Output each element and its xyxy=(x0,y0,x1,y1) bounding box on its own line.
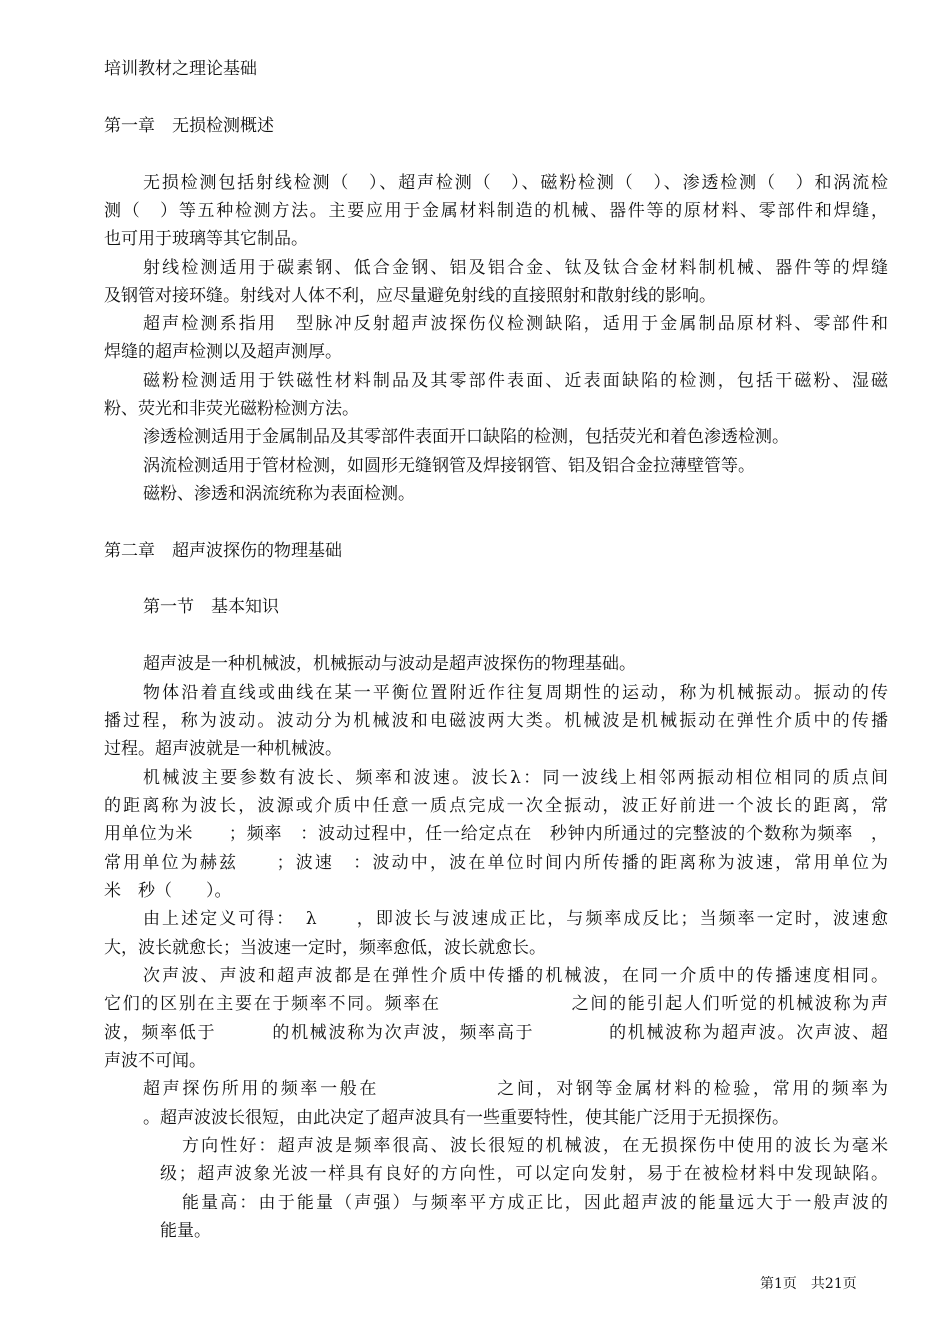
paragraph-line: 磁粉检测适用于铁磁性材料制品及其零部件表面、近表面缺陷的检测，包括干磁粉、湿磁 xyxy=(143,371,888,391)
paragraph-line: 物体沿着直线或曲线在某一平衡位置附近作往复周期性的运动，称为机械振动。振动的传 xyxy=(143,683,888,703)
paragraph-line: 能量。 xyxy=(160,1221,211,1241)
paragraph-line: 渗透检测适用于金属制品及其零部件表面开口缺陷的检测，包括荧光和着色渗透检测。 xyxy=(143,427,789,447)
paragraph-line: 次声波、声波和超声波都是在弹性介质中传播的机械波，在同一介质中的传播速度相同。 xyxy=(143,966,888,986)
paragraph-line: 它们的区别在主要在于频率不同。频率在 之间的能引起人们听觉的机械波称为声 xyxy=(104,994,888,1014)
paragraph-line: 。超声波波长很短，由此决定了超声波具有一些重要特性，使其能广泛用于无损探伤。 xyxy=(143,1108,789,1128)
paragraph-line: 米 秒（ ）。 xyxy=(104,881,232,901)
paragraph-line: 常用单位为赫兹 ；波速 ：波动中，波在单位时间内所传播的距离称为波速，常用单位为 xyxy=(104,853,888,873)
paragraph-line: 的距离称为波长，波源或介质中任意一质点完成一次全振动，波正好前进一个波长的距离，常 xyxy=(104,796,888,816)
paragraph-line: 大，波长就愈长；当波速一定时，频率愈低，波长就愈长。 xyxy=(104,938,546,958)
paragraph-line: 无损检测包括射线检测（ ）、超声检测（ ）、磁粉检测（ ）、渗透检测（ ）和涡流检 xyxy=(143,173,888,193)
chapter-2-title: 第二章 超声波探伤的物理基础 xyxy=(104,541,342,561)
paragraph-line: 测（ ）等五种检测方法。主要应用于金属材料制造的机械、器件等的原材料、零部件和焊缝， xyxy=(104,201,888,221)
paragraph-line: 波，频率低于 的机械波称为次声波，频率高于 的机械波称为超声波。次声波、超 xyxy=(104,1023,888,1043)
paragraph-line: 方向性好：超声波是频率很高、波长很短的机械波，在无损探伤中使用的波长为毫米 xyxy=(182,1136,888,1156)
paragraph-line: 过程。超声波就是一种机械波。 xyxy=(104,739,342,759)
paragraph-line: 播过程，称为波动。波动分为机械波和电磁波两大类。机械波是机械振动在弹性介质中的传播 xyxy=(104,711,888,731)
paragraph-line: 用单位为米 ；频率 ：波动过程中，任一给定点在 秒钟内所通过的完整波的个数称为频率 ， xyxy=(104,824,888,844)
paragraph-line: 能量高：由于能量（声强）与频率平方成正比，因此超声波的能量远大于一般声波的 xyxy=(182,1193,888,1213)
paragraph-line: 由上述定义可得： λ ，即波长与波速成正比，与频率成反比；当频率一定时，波速愈 xyxy=(143,909,888,929)
chapter-1-title: 第一章 无损检测概述 xyxy=(104,116,274,136)
section-title: 第一节 基本知识 xyxy=(143,597,279,617)
paragraph-line: 声波不可闻。 xyxy=(104,1051,206,1071)
paragraph-line: 超声波是一种机械波，机械振动与波动是超声波探伤的物理基础。 xyxy=(143,654,636,674)
paragraph-line: 磁粉、渗透和涡流统称为表面检测。 xyxy=(143,484,415,504)
paragraph-line: 粉、荧光和非荧光磁粉检测方法。 xyxy=(104,399,359,419)
paragraph-line: 射线检测适用于碳素钢、低合金钢、铝及铝合金、钛及钛合金材料制机械、器件等的焊缝 xyxy=(143,258,888,278)
paragraph-line: 及钢管对接环缝。射线对人体不利，应尽量避免射线的直接照射和散射线的影响。 xyxy=(104,286,716,306)
document-header: 培训教材之理论基础 xyxy=(104,59,257,79)
paragraph-line: 超声检测系指用 型脉冲反射超声波探伤仪检测缺陷，适用于金属制品原材料、零部件和 xyxy=(143,314,888,334)
paragraph-line: 超声探伤所用的频率一般在 之间，对钢等金属材料的检验，常用的频率为 xyxy=(143,1079,888,1099)
paragraph-line: 焊缝的超声检测以及超声测厚。 xyxy=(104,342,342,362)
paragraph-line: 机械波主要参数有波长、频率和波速。波长λ：同一波线上相邻两振动相位相同的质点间 xyxy=(143,768,888,788)
paragraph-line: 涡流检测适用于管材检测，如圆形无缝钢管及焊接钢管、铝及铝合金拉薄壁管等。 xyxy=(143,456,755,476)
paragraph-line: 也可用于玻璃等其它制品。 xyxy=(104,229,308,249)
paragraph-line: 级；超声波象光波一样具有良好的方向性，可以定向发射，易于在被检材料中发现缺陷。 xyxy=(160,1164,888,1184)
page-number: 第1页 共21页 xyxy=(760,1276,857,1292)
